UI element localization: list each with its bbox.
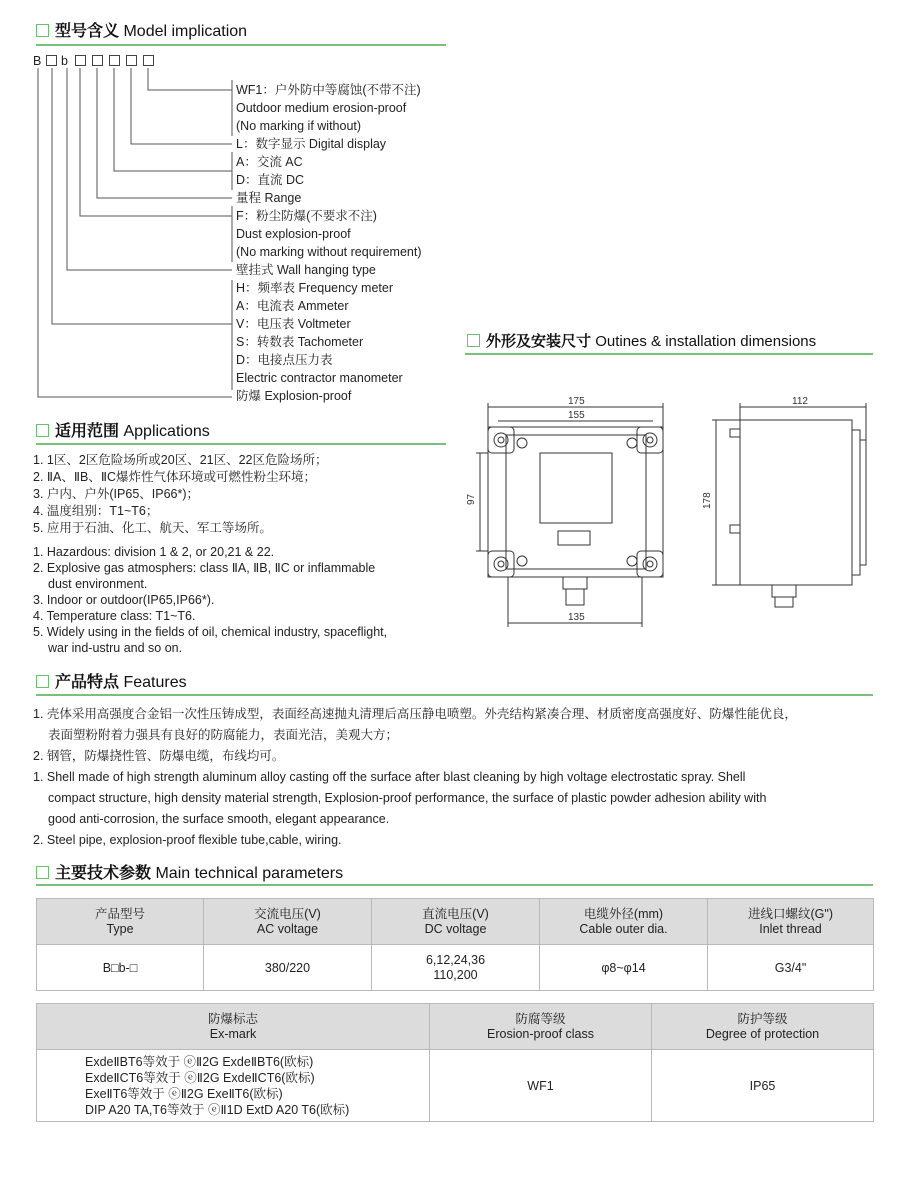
app-en-3: 3. Indoor or outdoor(IP65,IP66*).: [33, 593, 215, 607]
dim-97: 97: [466, 493, 477, 505]
features-title: 产品特点 Features: [36, 669, 187, 692]
mi-line-7: 量程 Range: [236, 191, 302, 205]
section-rule: [36, 694, 873, 696]
mi-line-14: V：电压表 Voltmeter: [236, 317, 351, 331]
app-en-5: 5. Widely using in the fields of oil, chemical industry, spaceflight,: [33, 625, 388, 639]
params-title: 主要技术参数 Main technical parameters: [36, 860, 343, 883]
section-rule: [36, 443, 446, 445]
feature-line-7: 2. Steel pipe, explosion-proof flexible tube,cable, wiring.: [33, 833, 342, 847]
section-checkbox-icon: [36, 424, 49, 437]
section-rule: [465, 353, 873, 355]
mi-line-9: Dust explosion-proof: [236, 227, 351, 241]
code-letter-b: B: [33, 54, 42, 68]
app-en-4: 4. Temperature class: T1~T6.: [33, 609, 196, 623]
applications-title: 适用范围 Applications: [36, 418, 210, 441]
th-erosion: 防腐等级 Erosion-proof class: [430, 1004, 652, 1050]
mi-line-10: (No marking without requirement): [236, 245, 422, 259]
mi-line-16: D：电接点压力表: [236, 353, 333, 367]
section-checkbox-icon: [467, 334, 480, 347]
feature-line-6: good anti-corrosion, the surface smooth, elegant appearance.: [48, 812, 390, 826]
model-implication-title: 型号含义 Model implication: [36, 18, 247, 41]
app-cn-5: 5. 应用于石油、化工、航天、军工等场所。: [33, 521, 272, 535]
mi-line-17: Electric contractor manometer: [236, 371, 403, 385]
table-header-row: [37, 899, 874, 945]
mi-line-3: (No marking if without): [236, 119, 362, 133]
app-cn-1: 1. 1区、2区危险场所或20区、21区、22区危险场所；: [33, 453, 328, 467]
outline-drawing: [460, 385, 880, 645]
dim-175: 175: [568, 396, 585, 407]
mi-line-4: L：数字显示 Digital display: [236, 137, 387, 151]
params-table-2: [36, 1003, 874, 1122]
mi-line-1: WF1：户外防中等腐蚀(不带不注): [236, 83, 421, 97]
mi-line-6: D：直流 DC: [236, 173, 305, 187]
dim-135: 135: [568, 612, 585, 623]
exmark-1: ExdeⅡBT6等效于 ⓔⅡ2G ExdeⅡBT6(欧标): [85, 1054, 314, 1069]
td-protection: IP65: [652, 1050, 874, 1122]
td-type: B□b-□: [37, 945, 204, 991]
td-cable: φ8~φ14: [540, 945, 708, 991]
td-dc: 6,12,24,36 110,200: [372, 945, 540, 991]
td-ac: 380/220: [204, 945, 372, 991]
exmark-3: ExeⅡT6等效于 ⓔⅡ2G ExeⅡT6(欧标): [85, 1086, 283, 1101]
th-protection: 防护等级 Degree of protection: [652, 1004, 874, 1050]
code-letter-b-lower: b: [61, 54, 68, 68]
mi-line-12: H：频率表 Frequency meter: [236, 281, 393, 295]
td-exmarks: [37, 1050, 430, 1122]
th-type: 产品型号 Type: [37, 899, 204, 945]
exmark-2: ExdeⅡCT6等效于 ⓔⅡ2G ExdeⅡCT6(欧标): [85, 1070, 315, 1085]
dim-112: 112: [792, 396, 808, 407]
feature-line-1: 1. 壳体采用高强度合金铝一次性压铸成型，表面经高速抛丸清理后高压静电喷塑。外壳结构紧凑合理、材质密度高强度好、防爆性能优良，: [33, 707, 797, 721]
mi-line-11: 壁挂式 Wall hanging type: [236, 263, 376, 277]
th-ac: 交流电压(V) AC voltage: [204, 899, 372, 945]
section-checkbox-icon: [36, 866, 49, 879]
dim-155: 155: [568, 410, 585, 421]
app-en-2b: dust environment.: [48, 577, 148, 591]
td-thread: G3/4": [708, 945, 874, 991]
mi-line-2: Outdoor medium erosion-proof: [236, 101, 407, 115]
table-row: [37, 945, 874, 991]
exmark-4: DIP A20 TA,T6等效于 ⓔⅡ1D ExtD A20 T6(欧标): [85, 1102, 350, 1117]
feature-line-2: 表面塑粉附着力强具有良好的防腐能力，表面光洁，美观大方；: [48, 728, 399, 742]
th-thread: 进线口螺纹(G") Inlet thread: [708, 899, 874, 945]
app-cn-3: 3. 户内、户外(IP65、IP66*)；: [33, 487, 200, 501]
mi-line-13: A：电流表 Ammeter: [236, 299, 349, 313]
mi-line-15: S：转数表 Tachometer: [236, 335, 364, 349]
app-en-1: 1. Hazardous: division 1 & 2, or 20,21 & 22.: [33, 545, 275, 559]
app-cn-4: 4. 温度组别：T1~T6；: [33, 504, 159, 518]
td-erosion: WF1: [430, 1050, 652, 1122]
mi-line-5: A：交流 AC: [236, 155, 303, 169]
model-tree-diagram: [0, 0, 460, 410]
section-checkbox-icon: [36, 675, 49, 688]
feature-line-5: compact structure, high density material strength, Explosion-proof performance, the surface of plastic powder adhesion ability with: [48, 791, 767, 805]
mi-line-8: F：粉尘防爆(不要求不注): [236, 209, 377, 223]
th-exmark: 防爆标志 Ex-mark: [37, 1004, 430, 1050]
app-en-5b: war ind-ustru and so on.: [48, 641, 183, 655]
dim-178: 178: [702, 492, 713, 509]
th-dc: 直流电压(V) DC voltage: [372, 899, 540, 945]
th-cable: 电缆外径(mm) Cable outer dia.: [540, 899, 708, 945]
table-row: [37, 1050, 874, 1122]
feature-line-4: 1. Shell made of high strength aluminum alloy casting off the surface after blast cleaning by high voltage electrostatic spray. Shell: [33, 770, 746, 784]
mi-line-18: 防爆 Explosion-proof: [236, 389, 352, 403]
app-en-2: 2. Explosive gas atmosphers: class ⅡA, ⅡB, ⅡC or inflammable: [33, 561, 376, 575]
app-cn-2: 2. ⅡA、ⅡB、ⅡC爆炸性气体环境或可燃性粉尘环境；: [33, 470, 317, 484]
section-rule: [36, 884, 873, 886]
feature-line-3: 2. 钢管，防爆挠性管、防爆电缆，布线均可。: [33, 749, 285, 763]
outlines-title: 外形及安装尺寸 Outines & installation dimensions: [467, 330, 816, 351]
table-header-row: [37, 1004, 874, 1050]
params-table-1: [36, 898, 874, 991]
